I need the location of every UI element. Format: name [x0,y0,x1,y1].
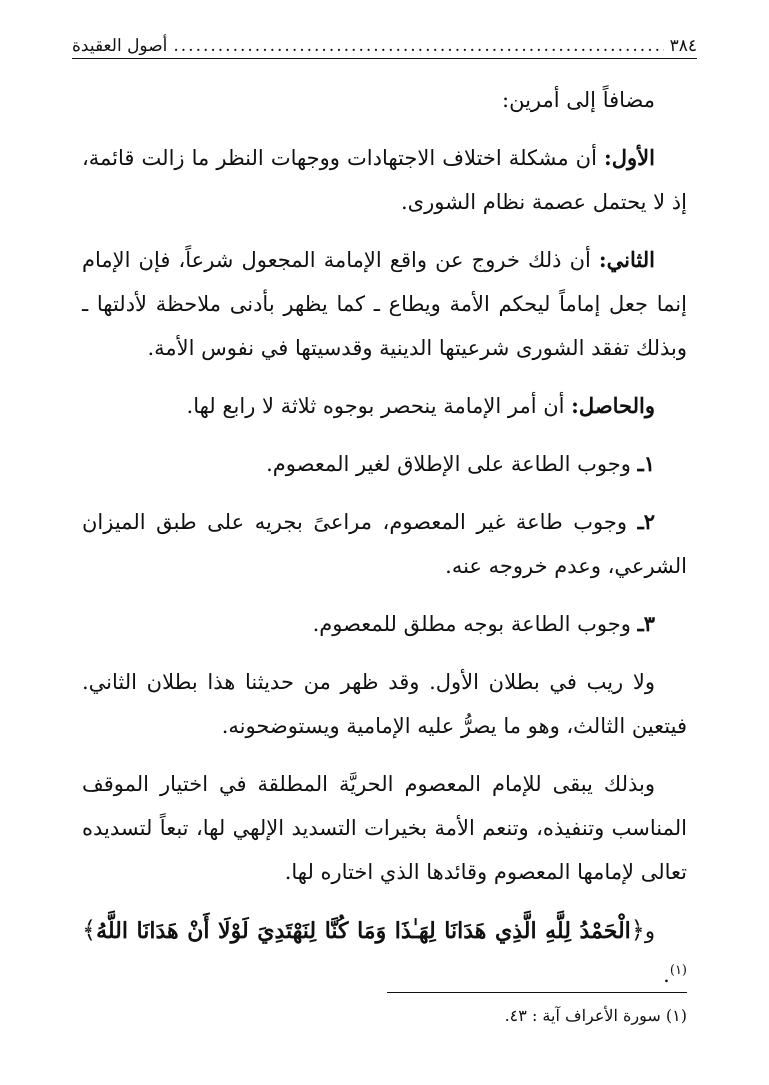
list-item-number: ١ـ [637,451,655,476]
footnote-text: (١) سورة الأعراف آية : ٤٣. [504,1006,687,1025]
paragraph-label: الثاني: [598,247,655,272]
quran-open-bracket: ﴿ [630,916,645,944]
paragraph-conclusion: والحاصل: أن أمر الإمامة ينحصر بوجوه ثلاثة لا رابع لها. [186,393,655,418]
running-header [72,28,697,59]
paragraph-result: وبذلك يبقى للإمام المعصوم الحريَّة المطلقة في اختيار الموقف المناسب وتنفيذه، وتنعم الأمة بخيرات التسديد الإلهي لها، تبعاً لتسديده تعالى لإمامها المعصوم وقائدها الذي اختاره لها. [82,772,687,884]
paragraph-intro: مضافاً إلى أمرين: [502,88,655,112]
paragraph-label: الأول: [604,145,655,170]
main-text [82,78,687,1011]
list-item-number: ٣ـ [637,611,655,636]
running-title: أصول العقيدة [72,36,168,56]
header-leader-dots [173,36,663,56]
list-item-1: ١ـ وجوب الطاعة على الإطلاق لغير المعصوم. [266,451,655,476]
page-number: ٣٨٤ [669,36,697,56]
quran-verse: الْحَمْدُ لِلَّهِ الَّذِي هَدَانَا لِهَـٰذَا وَمَا كُنَّا لِنَهْتَدِيَ لَوْلَا أَنْ هَدَانَا اللَّهُ [96,918,631,944]
footnote [82,1005,687,1027]
paragraph-second: الثاني: أن ذلك خروج عن واقع الإمامة المجعول شرعاً، فإن الإمام إنما جعل إماماً ليحكم الأمة ويطاع ـ كما يظهر بأدنى ملاحظة لأدلتها ـ وبذلك تفقد الشورى شرعيتها الدينية وقدسيتها في نفوس الأمة. [82,247,687,360]
list-item-2: ٢ـ وجوب طاعة غير المعصوم، مراعىً بجريه على طبق الميزان الشرعي، وعدم خروجه عنه. [82,509,687,578]
footnote-reference[interactable]: (١) [669,963,687,978]
footnote-divider [387,992,687,993]
paragraph-quran-verse: و﴿الْحَمْدُ لِلَّهِ الَّذِي هَدَانَا لِهَـٰذَا وَمَا كُنَّا لِنَهْتَدِيَ لَوْلَا أَنْ هَدَانَا اللَّهُ﴾$^{(١)}$. [82,916,687,987]
paragraph-first: الأول: أن مشكلة اختلاف الاجتهادات ووجهات النظر ما زالت قائمة، إذ لا يحتمل عصمة نظام الشورى. [82,145,687,214]
paragraph-refutation: ولا ريب في بطلان الأول. وقد ظهر من حديثنا هذا بطلان الثاني. فيتعين الثالث، وهو ما يصرُّ عليه الإمامية ويستوضحونه. [82,670,687,738]
list-item-3: ٣ـ وجوب الطاعة بوجه مطلق للمعصوم. [312,611,655,636]
quran-close-bracket: ﴾ [82,916,97,944]
paragraph-label: والحاصل: [571,393,655,418]
list-item-number: ٢ـ [637,509,655,534]
